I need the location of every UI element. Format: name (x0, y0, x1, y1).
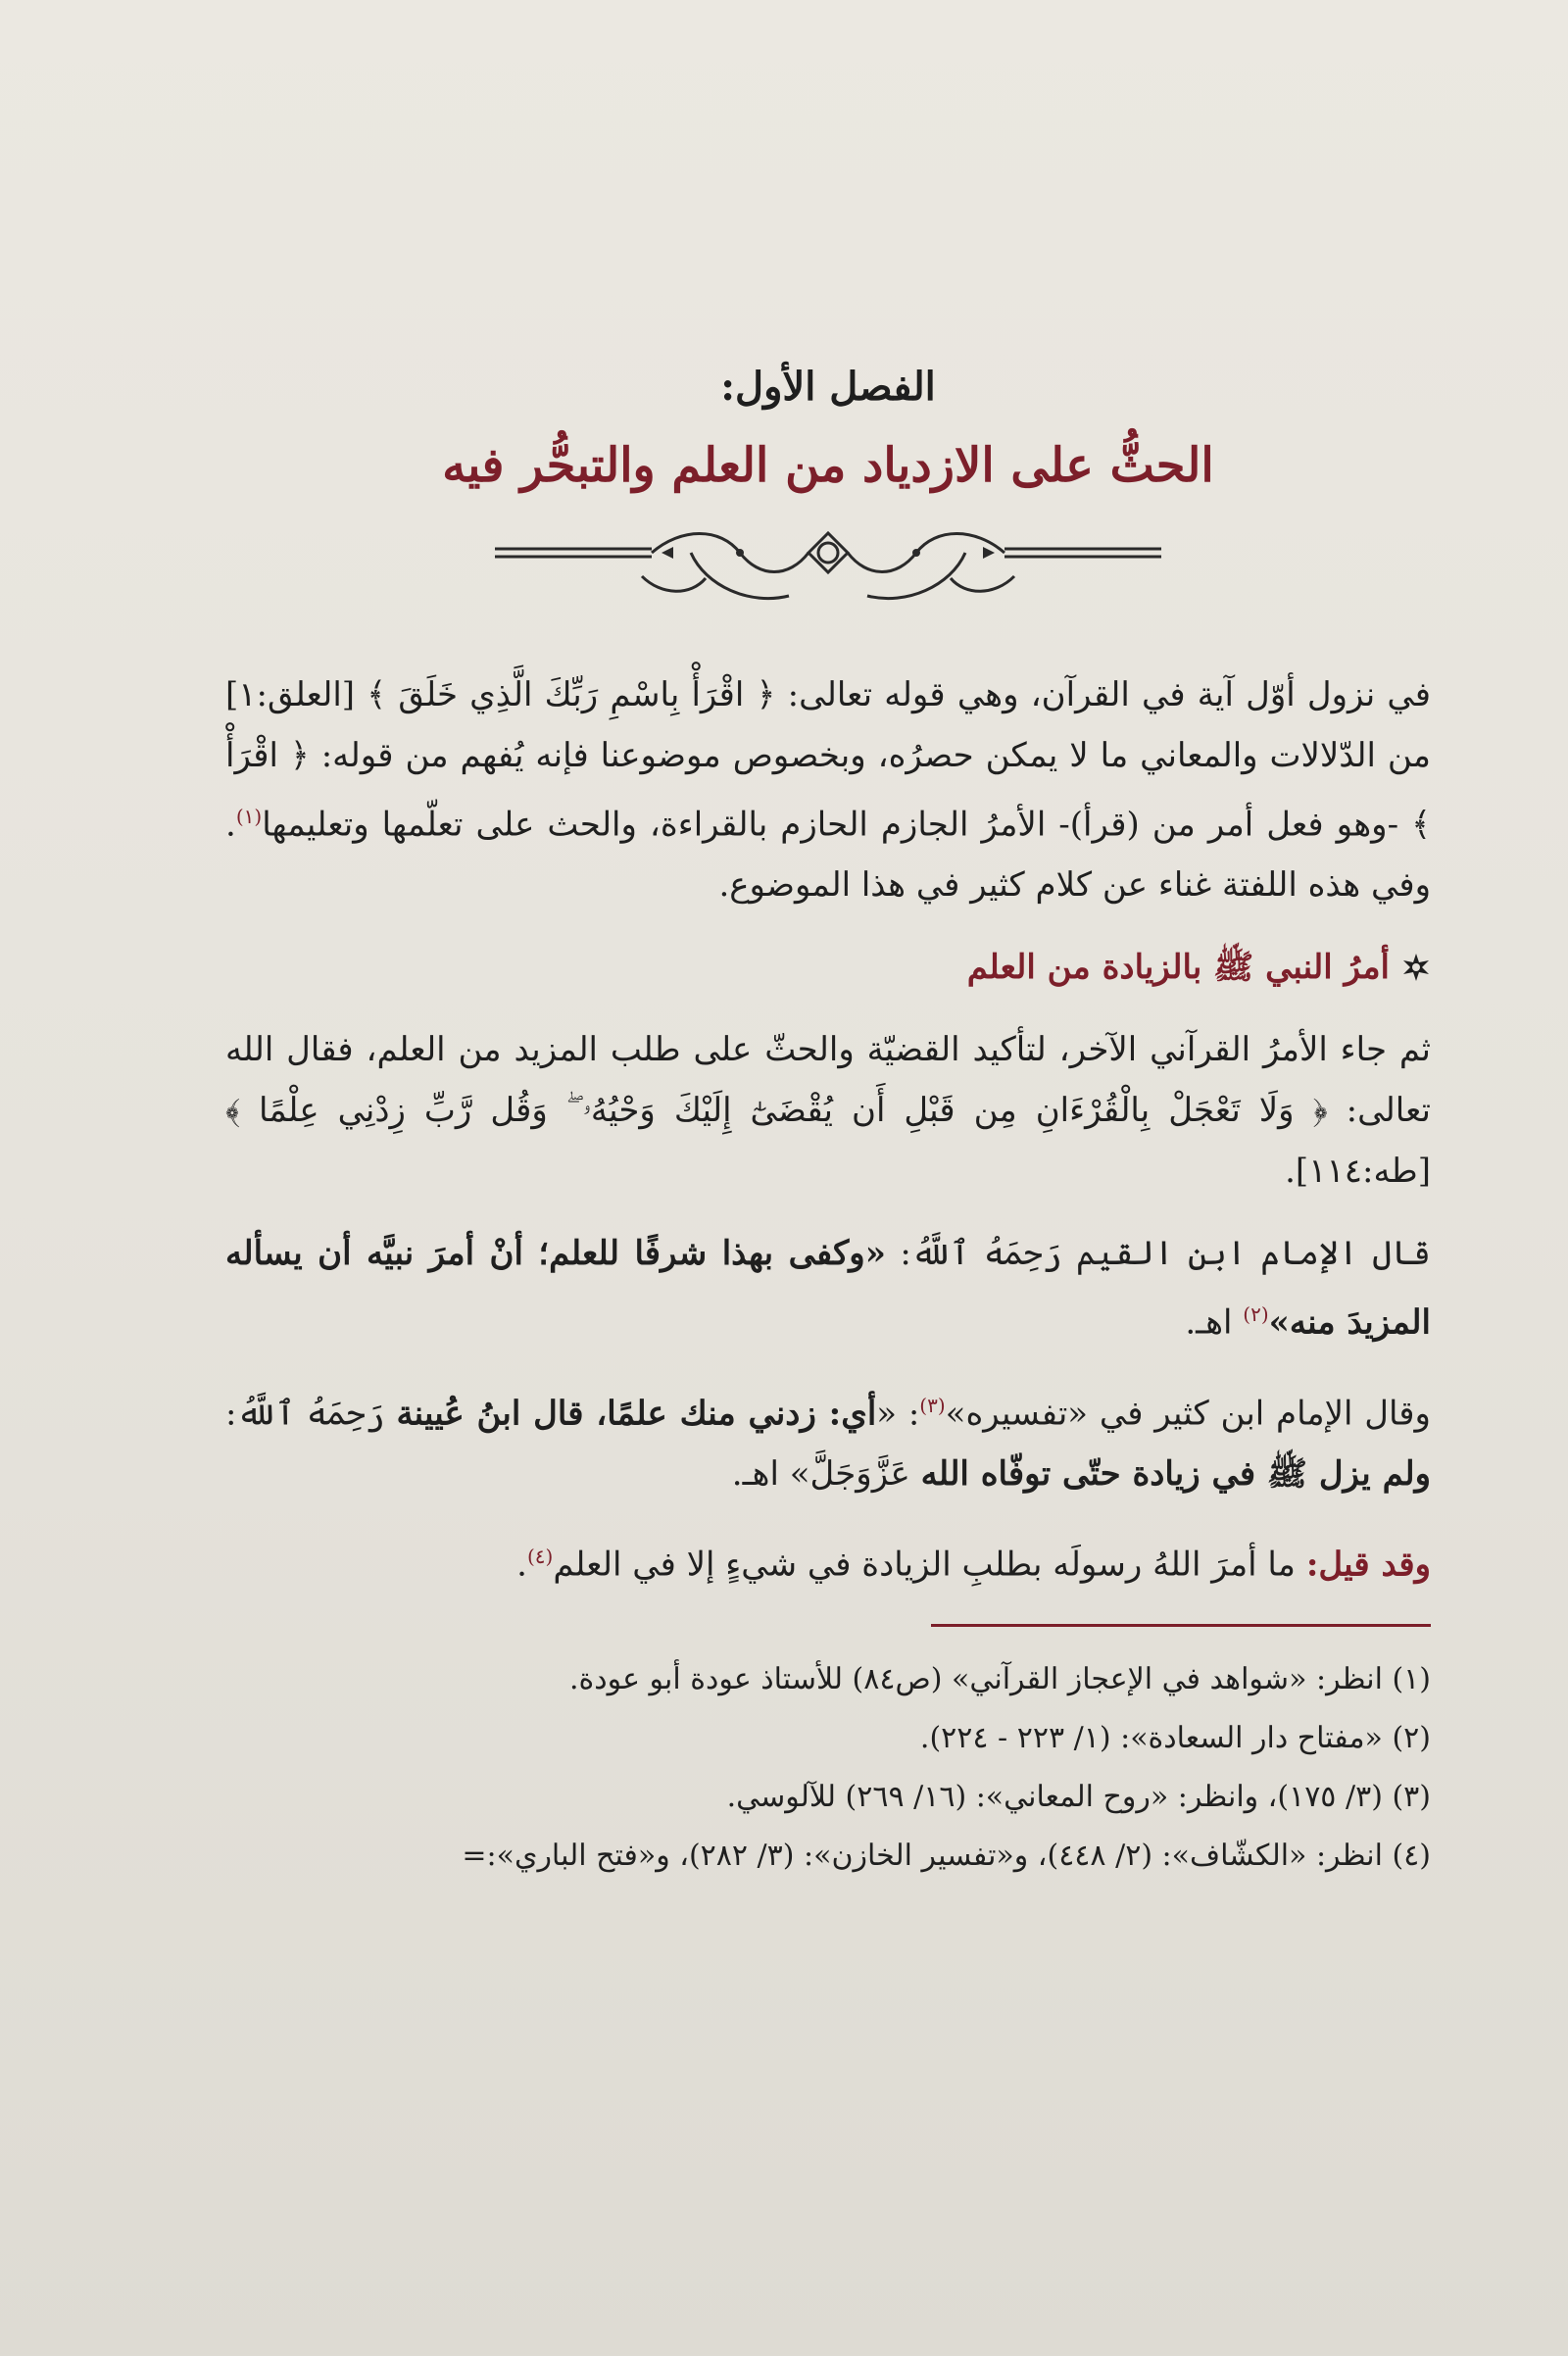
book-page (225, 323, 1431, 2264)
quran-verse: ﴿ اقْرَأْ بِاسْمِ رَبِّكَ الَّذِي خَلَقَ ﴾ (367, 675, 776, 714)
chapter-subtitle: الحثُّ على الازدياد من العلم والتبحُّر فيه (442, 438, 1214, 493)
paragraph-1: في نزول أوّل آية في القرآن، وهي قوله تعالى: ﴿ اقْرَأْ بِاسْمِ رَبِّكَ الَّذِي خَلَقَ ﴾ [العلق:١] من الدّلالات والمعاني ما لا يمكن حصرُه، وبخصوص موضوعنا فإنه يُفهم من قوله: ﴿ اقْرَأْ ﴾ -وهو فعل أمر من (قرأ)- الأمرُ الجازم الحازم بالقراءة، والحث على تعلّمها وتعليمها$^{(١)}$. وفي هذه اللفتة غناء عن كلام كثير في هذا الموضوع. (225, 675, 1431, 906)
paragraph-5: وقد قيل: ما أمرَ اللهُ رسولَه بطلبِ الزيادة في شيءٍ إلا في العلم$^{(٤)}$. (516, 1544, 1431, 1585)
paragraph-2: ثم جاء الأمرُ القرآني الآخر، لتأكيد القضيّة والحثّ على طلب المزيد من العلم، فقال الله تعالى: ﴿ وَلَا تَعْجَلْ بِالْقُرْءَانِ مِن قَبْلِ أَن يُقْضَىٰٓ إِلَيْكَ وَحْيُهُۥ ۖ وَقُل رَّبِّ زِدْنِي عِلْمًا ﴾ [طه:١١٤]. (225, 1030, 1432, 1192)
label: وقد قيل: (1305, 1545, 1431, 1585)
footnote-4: (٤) انظر: «الكشّاف»: (٢/ ٤٤٨)، و«تفسير الخازن»: (٣/ ٢٨٢)، و«فتح الباري»:= (462, 1839, 1431, 1874)
footnote-2: (٢) «مفتاح دار السعادة»: (١/ ٢٢٣ - ٢٢٤). (919, 1721, 1431, 1756)
footnote-ref[interactable]: (٢) (1243, 1302, 1269, 1327)
star-ornament-icon (1401, 953, 1431, 982)
chapter-title: الفصل الأول: (720, 364, 936, 410)
section-heading: أمرُ النبي ﷺ بالزيادة من العلم (225, 937, 1431, 998)
quran-verse: ﴿ وَلَا تَعْجَلْ بِالْقُرْءَانِ مِن قَبْلِ أَن يُقْضَىٰٓ إِلَيْكَ وَحْيُهُۥ ۖ وَقُل رَّبِّ زِدْنِي عِلْمًا ﴾ (225, 1091, 1328, 1131)
footnote-separator (931, 1624, 1431, 1627)
footnote-ref[interactable]: (١) (235, 805, 263, 828)
paragraph-4: وقال الإمام ابن كثير في «تفسيره»$^{(٣)}$: «أي: زدني منك علمًا، قال ابنُ عُيينة رَحِمَهُ ٱللَّهُ: ولم يزل ﷺ في زيادة حتّى توفّاه الله عَزَّوَجَلَّ» اهـ. (225, 1393, 1431, 1494)
ornament-divider (495, 517, 1161, 625)
paragraph-3: قال الإمام ابن القيم رَحِمَهُ ٱللَّهُ: «وكفى بهذا شرفًا للعلم؛ أنْ أمرَ نبيَّه أن يسأله المزيدَ منه»$^{(٢)}$ اهـ. (225, 1234, 1431, 1343)
quote: «وكفى بهذا شرفًا للعلم؛ أنْ أمرَ نبيَّه أن يسأله المزيدَ منه» (225, 1234, 1431, 1343)
body-text (225, 664, 1431, 1595)
footnote-1: (١) انظر: «شواهد في الإعجاز القرآني» (ص٨٤) للأستاذ عودة أبو عودة. (569, 1662, 1431, 1697)
footnotes (225, 1650, 1431, 1886)
footnote-ref[interactable]: (٣) (919, 1393, 946, 1417)
footnote-3: (٣) (٣/ ١٧٥)، وانظر: «روح المعاني»: (١٦/ ٢٦٩) للآلوسي. (726, 1780, 1431, 1815)
footnote-ref[interactable]: (٤) (526, 1544, 554, 1568)
